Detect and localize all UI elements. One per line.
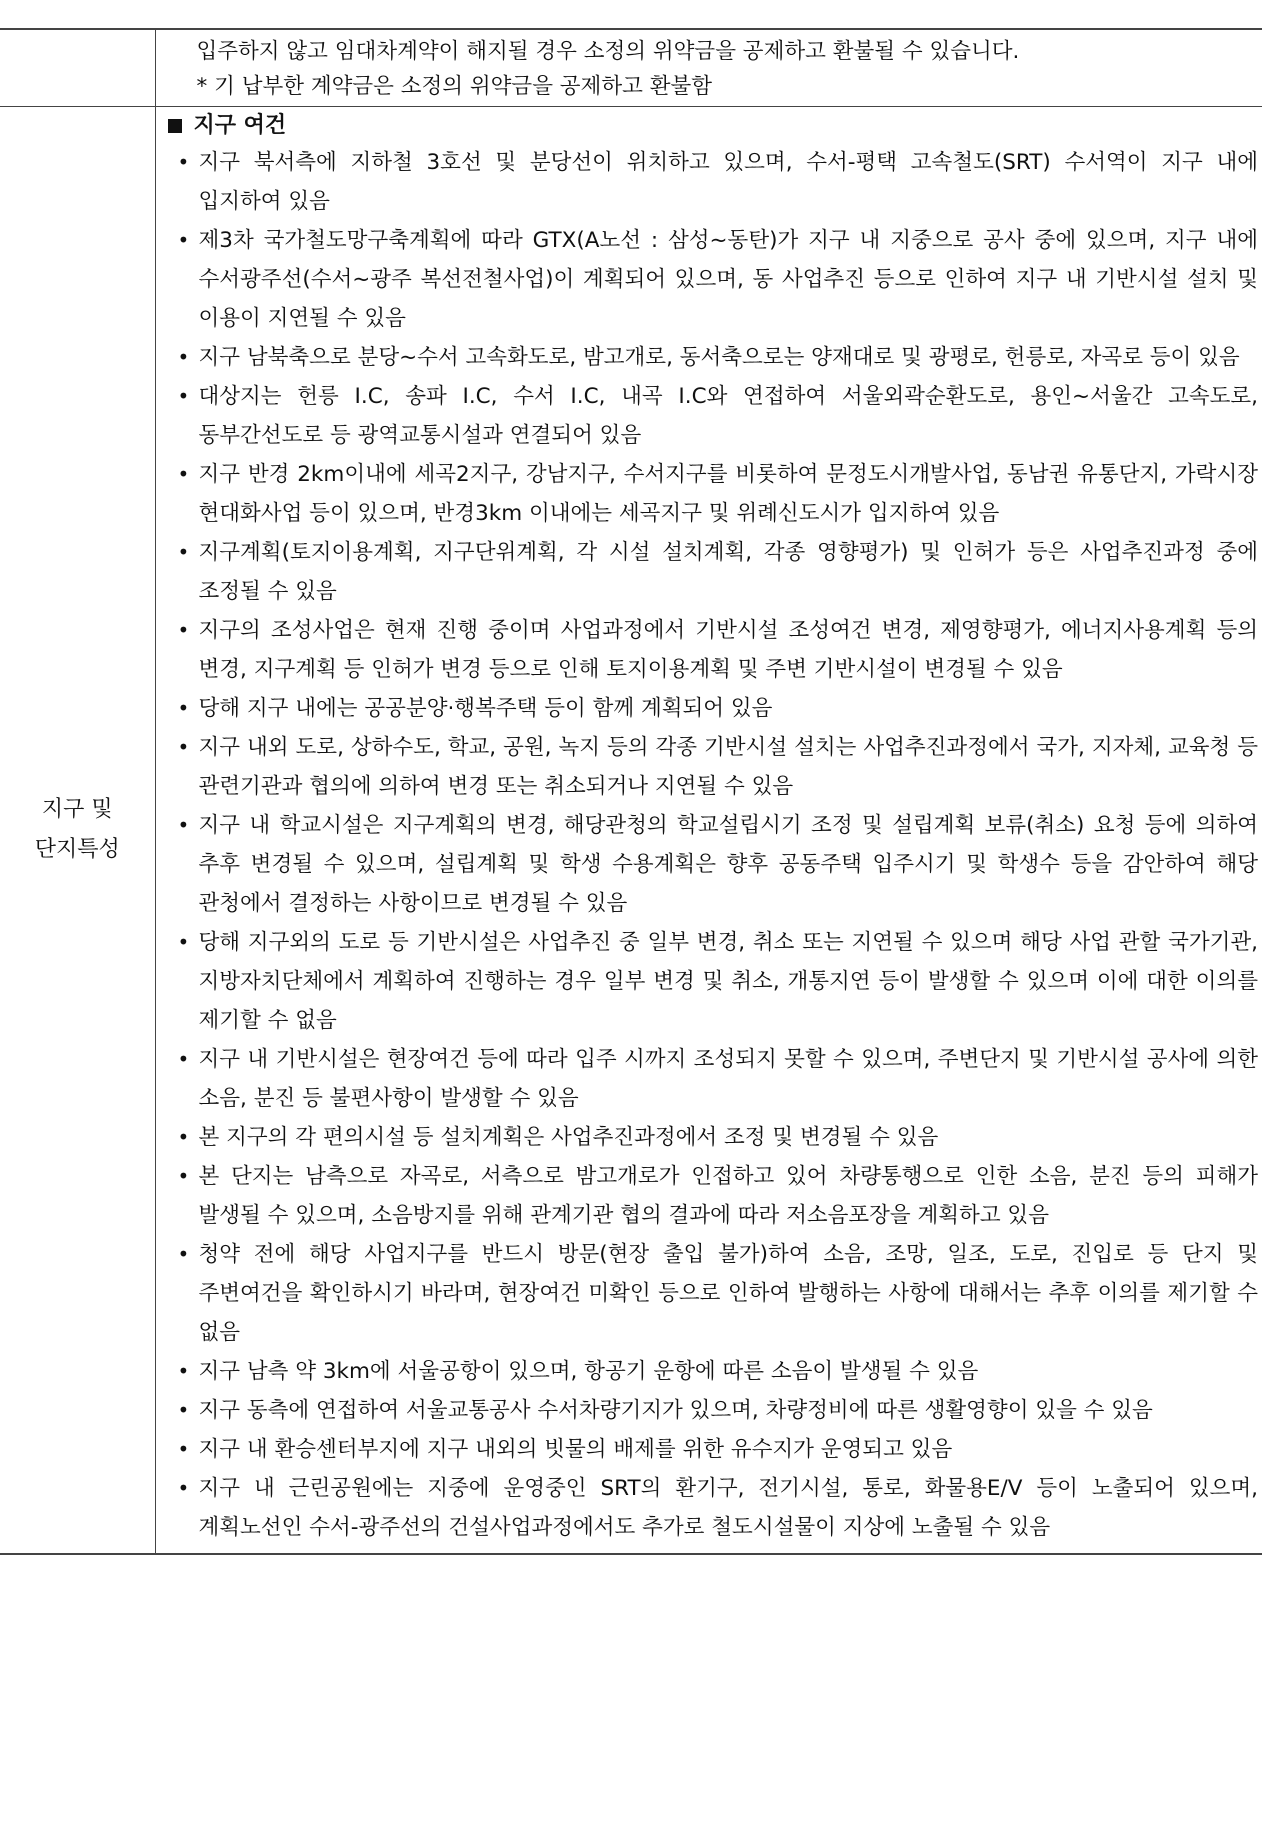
bullet-icon: • [177,930,190,954]
list-item-text: 지구 동측에 연접하여 서울교통공사 수서차량기지가 있으며, 차량정비에 따른 생활영향이 있을 수 있음 [198,1398,1153,1423]
list-item-text: 지구 내외 도로, 상하수도, 학교, 공원, 녹지 등의 각종 기반시설 설치는 사업추진과정에서 국가, 지자체, 교육청 등 관련기관과 협의에 의하여 변경 또는 취소되거나 지연될 수 있음 [198,735,1258,799]
district-content-cell [155,107,1262,1555]
bullet-icon: • [177,1164,190,1188]
list-item [166,1352,1259,1391]
list-item-text: 지구 내 학교시설은 지구계획의 변경, 해당관청의 학교설립시기 조정 및 설립계획 보류(취소) 요청 등에 의하여 추후 변경될 수 있으며, 설립계획 및 학생 수용계획은 향후 공동주택 입주시기 및 학생수 등을 감안하여 해당 관청에서 결정하는 사항이므로 변경될 수 있음 [198,813,1258,916]
bullet-icon: • [177,1242,190,1266]
bullet-icon: • [177,1398,190,1422]
list-item-text: 지구 남북축으로 분당~수서 고속화도로, 밤고개로, 동서축으로는 양재대로 및 광평로, 헌릉로, 자곡로 등이 있음 [198,345,1240,370]
section-heading [166,107,1259,143]
bullet-icon: • [177,345,190,369]
list-item [166,1391,1259,1430]
bullet-icon: • [177,1437,190,1461]
list-item [166,923,1259,1040]
list-item [166,338,1259,377]
list-item-text: 본 지구의 각 편의시설 등 설치계획은 사업추진과정에서 조정 및 변경될 수 있음 [198,1125,939,1150]
refund-text-line-1: 입주하지 않고 임대차계약이 해지될 경우 소정의 위약금을 공제하고 환불될 수 있습니다. [196,39,1020,64]
bullet-icon: • [177,696,190,720]
list-item [166,728,1259,806]
list-item-text: 지구계획(토지이용계획, 지구단위계획, 각 시설 설치계획, 각종 영향평가) 및 인허가 등은 사업추진과정 중에 조정될 수 있음 [198,540,1258,604]
bullet-icon: • [177,150,190,174]
list-item-text: 지구 북서측에 지하철 3호선 및 분당선이 위치하고 있으며, 수서-평택 고속철도(SRT) 수서역이 지구 내에 입지하여 있음 [198,150,1258,214]
list-item-text: 본 단지는 남측으로 자곡로, 서측으로 밤고개로가 인접하고 있어 차량통행으로 인한 소음, 분진 등의 피해가 발생될 수 있으며, 소음방지를 위해 관계기관 협의 결과에 따라 저소음포장을 계획하고 있음 [198,1164,1258,1228]
list-item-text: 제3차 국가철도망구축계획에 따라 GTX(A노선 : 삼성~동탄)가 지구 내 지중으로 공사 중에 있으며, 지구 내에 수서광주선(수서~광주 복선전철사업)이 계획되어 있으며, 동 사업추진 등으로 인하여 지구 내 기반시설 설치 및 이용이 지연될 수 있음 [198,228,1258,331]
list-item [166,143,1259,221]
list-item-text: 청약 전에 해당 사업지구를 반드시 방문(현장 출입 불가)하여 소음, 조망, 일조, 도로, 진입로 등 단지 및 주변여건을 확인하시기 바라며, 현장여건 미확인 등으로 인하여 발행하는 사항에 대해서는 추후 이의를 제기할 수 없음 [198,1242,1258,1345]
bullet-icon: • [177,1047,190,1071]
refund-text-line-2: * 기 납부한 계약금은 소정의 위약금을 공제하고 환불함 [196,74,713,99]
list-item-text: 지구 내 근린공원에는 지중에 운영중인 SRT의 환기구, 전기시설, 통로, 화물용E/V 등이 노출되어 있으며, 계획노선인 수서-광주선의 건설사업과정에서도 추가로 철도시설물이 지상에 노출될 수 있음 [198,1476,1258,1540]
condition-list [166,143,1259,1553]
bullet-icon: • [177,813,190,837]
refund-content-cell [155,29,1262,107]
list-item [166,611,1259,689]
district-label-line-2: 단지특성 [34,837,120,862]
bullet-icon: • [177,1476,190,1500]
list-item [166,1040,1259,1118]
bullet-icon: • [177,618,190,642]
black-square-icon [168,119,182,133]
list-item [166,1235,1259,1352]
list-item [166,689,1259,728]
district-label-line-1: 지구 및 [41,797,113,822]
bullet-icon: • [177,228,190,252]
bullet-icon: • [177,1359,190,1383]
list-item [166,377,1259,455]
list-item-text: 지구의 조성사업은 현재 진행 중이며 사업과정에서 기반시설 조성여건 변경, 제영향평가, 에너지사용계획 등의 변경, 지구계획 등 인허가 변경 등으로 인해 토지이용계획 및 주변 기반시설이 변경될 수 있음 [198,618,1258,682]
list-item [166,806,1259,923]
refund-row [0,29,1262,107]
list-item [166,221,1259,338]
list-item-text: 지구 반경 2km이내에 세곡2지구, 강남지구, 수서지구를 비롯하여 문정도시개발사업, 동남권 유통단지, 가락시장 현대화사업 등이 있으며, 반경3km 이내에는 세곡지구 및 위례신도시가 입지하여 있음 [198,462,1258,526]
list-item-text: 지구 남측 약 3km에 서울공항이 있으며, 항공기 운항에 따른 소음이 발생될 수 있음 [198,1359,979,1384]
list-item-text: 당해 지구 내에는 공공분양·행복주택 등이 함께 계획되어 있음 [198,696,773,721]
list-item-text: 당해 지구외의 도로 등 기반시설은 사업추진 중 일부 변경, 취소 또는 지연될 수 있으며 해당 사업 관할 국가기관, 지방자치단체에서 계획하여 진행하는 경우 일부 변경 및 취소, 개통지연 등이 발생할 수 있으며 이에 대한 이의를 제기할 수 없음 [198,930,1258,1033]
list-item [166,1157,1259,1235]
list-item [166,1469,1259,1547]
bullet-icon: • [177,735,190,759]
list-item [166,533,1259,611]
list-item [166,455,1259,533]
bullet-icon: • [177,384,190,408]
district-label-cell [0,107,155,1555]
section-heading-text: 지구 여건 [193,113,287,138]
list-item [166,1118,1259,1157]
list-item-text: 지구 내 기반시설은 현장여건 등에 따라 입주 시까지 조성되지 못할 수 있으며, 주변단지 및 기반시설 공사에 의한 소음, 분진 등 불편사항이 발생할 수 있음 [198,1047,1258,1111]
bullet-icon: • [177,540,190,564]
list-item-text: 대상지는 헌릉 I.C, 송파 I.C, 수서 I.C, 내곡 I.C와 연접하여 서울외곽순환도로, 용인~서울간 고속도로, 동부간선도로 등 광역교통시설과 연결되어 있음 [198,384,1258,448]
district-row [0,107,1262,1555]
bullet-icon: • [177,462,190,486]
bullet-icon: • [177,1125,190,1149]
list-item [166,1430,1259,1469]
list-item-text: 지구 내 환승센터부지에 지구 내외의 빗물의 배제를 위한 유수지가 운영되고 있음 [198,1437,953,1462]
refund-label-cell [0,29,155,107]
notice-table [0,28,1262,1555]
